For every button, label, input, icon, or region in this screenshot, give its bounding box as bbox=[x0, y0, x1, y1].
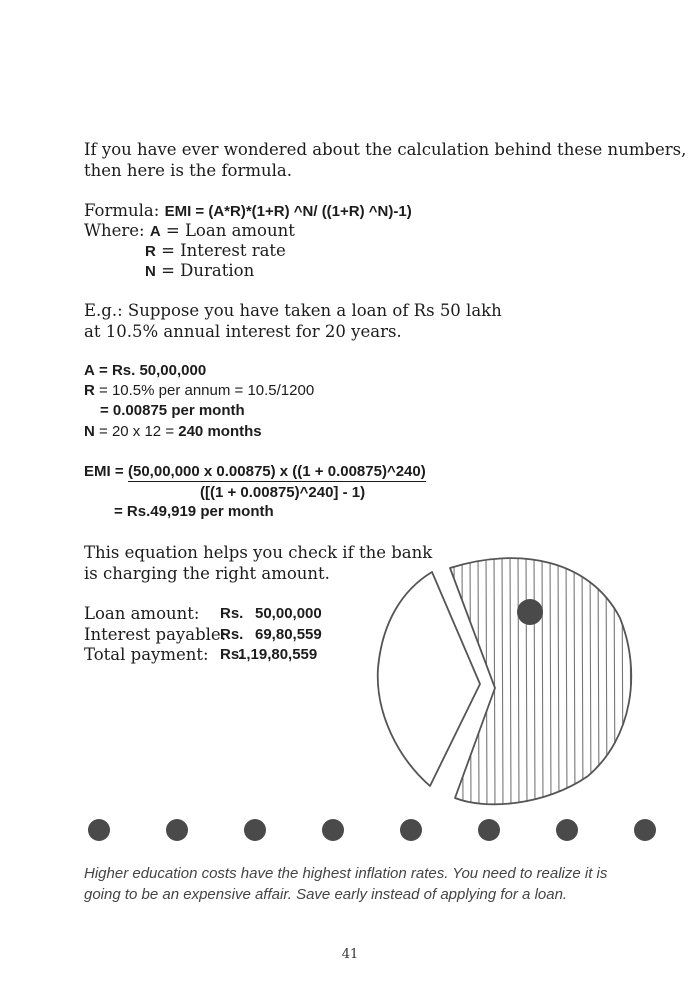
intro-paragraph bbox=[84, 140, 686, 181]
summary-amount: 50,00,000 bbox=[255, 605, 322, 622]
summary-currency: Rs. bbox=[220, 625, 244, 643]
value-n-symbol: N bbox=[84, 423, 95, 440]
example-paragraph bbox=[84, 301, 502, 342]
summary-currency: Rs. bbox=[220, 605, 244, 622]
hatch-line bbox=[622, 548, 623, 810]
hatch-line bbox=[494, 548, 495, 810]
footer-note-line-1: Higher education costs have the highest inflation rates. You need to realize it is bbox=[84, 865, 608, 882]
emi-numerator bbox=[128, 463, 426, 480]
summary-label: Interest payable: bbox=[84, 624, 227, 644]
var-r-line bbox=[145, 241, 286, 263]
hatch-line bbox=[606, 548, 607, 810]
hatch-line bbox=[558, 548, 559, 810]
hatch-line bbox=[502, 548, 503, 810]
hatch-line bbox=[462, 548, 463, 810]
hatch-line bbox=[614, 548, 615, 810]
value-n-calc: = 20 x 12 = bbox=[99, 423, 175, 440]
hatch-line bbox=[542, 548, 543, 810]
pie-sketch-illustration bbox=[370, 548, 642, 810]
summary-row-loan bbox=[84, 604, 354, 625]
formula-line bbox=[84, 201, 412, 223]
summary-amount: 69,80,559 bbox=[255, 625, 322, 643]
value-n: 240 months bbox=[178, 423, 262, 440]
var-a-desc: = Loan amount bbox=[165, 221, 295, 240]
emi-label: EMI = bbox=[84, 463, 124, 480]
summary-label: Loan amount: bbox=[84, 604, 200, 623]
value-r-symbol: R bbox=[84, 382, 95, 399]
var-n-symbol: N bbox=[145, 263, 156, 280]
hatch-line bbox=[510, 548, 511, 810]
check-line-2: is charging the right amount. bbox=[84, 563, 330, 583]
interest-payable-slice bbox=[450, 558, 631, 804]
example-line-2: at 10.5% annual interest for 20 years. bbox=[84, 321, 402, 341]
separator-dot bbox=[556, 819, 578, 841]
hatch-line bbox=[574, 548, 575, 810]
summary-row-interest bbox=[84, 625, 354, 646]
formula-expression: EMI = (A*R)*(1+R) ^N/ ((1+R) ^N)-1) bbox=[164, 203, 412, 220]
hatch-line bbox=[566, 548, 567, 810]
hatch-line bbox=[638, 548, 639, 810]
hatch-line bbox=[582, 548, 583, 810]
separator-dot bbox=[634, 819, 656, 841]
value-r-line bbox=[84, 382, 314, 399]
check-line-1: This equation helps you check if the bank bbox=[84, 543, 433, 562]
dot-separator-row bbox=[88, 819, 658, 843]
summary-amount: 1,19,80,559 bbox=[238, 646, 318, 663]
hatch-line bbox=[486, 548, 487, 810]
hatch-line bbox=[454, 548, 455, 810]
summary-label: Total payment: bbox=[84, 645, 209, 664]
summary-row-total bbox=[84, 645, 354, 666]
summary-table bbox=[84, 604, 354, 666]
where-line bbox=[84, 221, 295, 243]
value-a: = Rs. 50,00,000 bbox=[99, 362, 207, 379]
footer-note-line-2: going to be an expensive affair. Save early instead of applying for a loan. bbox=[84, 885, 568, 903]
pie-marker-dot bbox=[517, 599, 543, 625]
var-r-desc: = Interest rate bbox=[161, 241, 286, 260]
hatch-line bbox=[534, 548, 535, 810]
var-n-line bbox=[145, 261, 254, 283]
separator-dot bbox=[400, 819, 422, 841]
emi-result: = Rs.49,919 per month bbox=[114, 503, 274, 520]
separator-dot bbox=[88, 819, 110, 841]
summary-currency: Rs. bbox=[220, 646, 244, 663]
example-line-1: E.g.: Suppose you have taken a loan of Rs 50 lakh bbox=[84, 301, 502, 320]
value-r-monthly: = 0.00875 per month bbox=[100, 402, 245, 419]
formula-label: Formula: bbox=[84, 201, 160, 220]
hatched-slice-lines bbox=[454, 548, 639, 810]
value-a-symbol: A bbox=[84, 362, 95, 379]
hatch-line bbox=[526, 548, 527, 810]
separator-dot bbox=[166, 819, 188, 841]
var-a-symbol: A bbox=[149, 223, 161, 240]
hatch-line bbox=[590, 548, 591, 810]
footer-note bbox=[84, 864, 654, 905]
page-number: 41 bbox=[341, 947, 359, 962]
value-n-line bbox=[84, 423, 262, 440]
value-a-line bbox=[84, 362, 206, 379]
intro-line-2: then here is the formula. bbox=[84, 160, 292, 180]
value-r: = 10.5% per annum = 10.5/1200 bbox=[99, 382, 315, 399]
hatch-line bbox=[550, 548, 551, 810]
separator-dot bbox=[478, 819, 500, 841]
emi-denominator: ([(1 + 0.00875)^240] - 1) bbox=[200, 484, 366, 501]
var-n-desc: = Duration bbox=[161, 261, 255, 280]
hatch-line bbox=[598, 548, 599, 810]
var-r-symbol: R bbox=[145, 243, 156, 260]
emi-numerator-text: (50,00,000 x 0.00875) x ((1 + 0.00875)^240) bbox=[128, 463, 426, 480]
hatch-line bbox=[470, 548, 471, 810]
separator-dot bbox=[322, 819, 344, 841]
separator-dot bbox=[244, 819, 266, 841]
intro-line-1: If you have ever wondered about the calculation behind these numbers, bbox=[84, 140, 687, 159]
where-label: Where: bbox=[84, 221, 145, 240]
hatch-line bbox=[518, 548, 519, 810]
loan-amount-slice bbox=[378, 572, 480, 786]
